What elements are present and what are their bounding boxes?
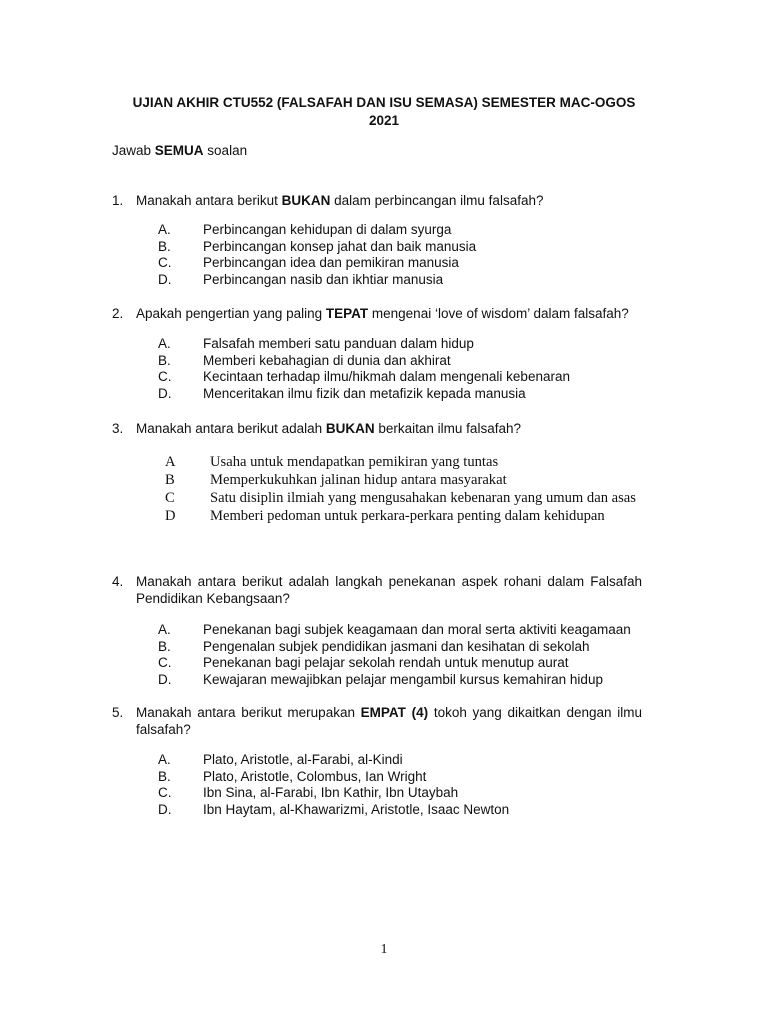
- option-b: [158, 769, 509, 786]
- stem-emphasis: TEPAT: [325, 306, 369, 321]
- question-4-options: [158, 622, 631, 688]
- option-text: Memberi pedoman untuk perkara-perkara penting dalam kehidupan: [210, 508, 605, 524]
- option-c: [165, 489, 636, 507]
- option-label: B.: [158, 768, 171, 784]
- stem-text: berkaitan ilmu falsafah?: [374, 421, 521, 436]
- exam-title-line1: UJIAN AKHIR CTU552 (FALSAFAH DAN ISU SEMASA) SEMESTER MAC-OGOS: [132, 95, 636, 110]
- question-1-options: [158, 222, 476, 288]
- option-b: [158, 239, 476, 256]
- option-label: D.: [158, 671, 172, 687]
- stem-text: Apakah pengertian yang paling: [136, 306, 326, 321]
- option-d: [158, 272, 476, 289]
- question-1: [112, 192, 642, 209]
- option-label: D.: [158, 271, 172, 287]
- option-d: [165, 507, 636, 525]
- option-b: [158, 353, 570, 370]
- option-text: Satu disiplin ilmiah yang mengusahakan kebenaran yang umum dan asas: [210, 490, 636, 506]
- option-label: D.: [158, 385, 172, 401]
- option-b: [158, 639, 631, 656]
- option-d: [158, 802, 509, 819]
- option-label: C: [165, 490, 175, 506]
- question-stem: [136, 420, 642, 437]
- stem-text: Manakah antara berikut adalah langkah penekanan aspek rohani dalam Falsafah Pendidikan Kebangsaan?: [136, 574, 642, 606]
- option-label: B.: [158, 238, 171, 254]
- question-stem: [136, 704, 642, 738]
- option-label: A.: [158, 622, 171, 637]
- stem-emphasis: EMPAT (4): [360, 705, 429, 720]
- exam-title: [112, 94, 656, 130]
- question-5: [112, 704, 642, 738]
- page-number: 1: [380, 942, 388, 957]
- option-text: Perbincangan idea dan pemikiran manusia: [203, 255, 459, 270]
- option-a: [158, 622, 631, 639]
- option-a: [158, 222, 476, 239]
- option-label: C.: [158, 255, 172, 270]
- option-label: D.: [158, 801, 172, 817]
- stem-emphasis: BUKAN: [325, 421, 375, 436]
- option-c: [158, 655, 631, 672]
- option-label: A.: [158, 336, 171, 351]
- question-number: 5.: [112, 705, 124, 720]
- option-c: [158, 785, 509, 802]
- option-text: Menceritakan ilmu fizik dan metafizik kepada manusia: [203, 385, 526, 401]
- option-label: D: [165, 508, 176, 524]
- option-a: [158, 336, 570, 353]
- option-text: Perbincangan nasib dan ikhtiar manusia: [203, 271, 444, 287]
- option-c: [158, 255, 476, 272]
- instruction-emphasis: SEMUA: [154, 143, 204, 158]
- stem-text: Manakah antara berikut merupakan: [136, 705, 361, 720]
- option-text: Plato, Aristotle, al-Farabi, al-Kindi: [203, 752, 403, 767]
- question-2-options: [158, 336, 570, 402]
- question-number: 2.: [112, 306, 124, 321]
- stem-text: Manakah antara berikut adalah: [136, 421, 326, 436]
- question-3-options: [165, 453, 636, 525]
- option-a: [158, 752, 509, 769]
- question-number: 4.: [112, 574, 124, 589]
- stem-text: mengenai ‘love of wisdom’ dalam falsafah?: [368, 306, 629, 321]
- option-label: B.: [158, 352, 171, 368]
- option-a: [165, 453, 636, 471]
- stem-emphasis: BUKAN: [281, 193, 331, 208]
- option-text: Ibn Haytam, al-Khawarizmi, Aristotle, Isaac Newton: [203, 801, 510, 817]
- option-text: Penekanan bagi subjek keagamaan dan moral serta aktiviti keagamaan: [203, 622, 631, 637]
- option-label: A: [165, 454, 176, 470]
- option-text: Memberi kebahagian di dunia dan akhirat: [203, 352, 451, 368]
- option-text: Plato, Aristotle, Colombus, Ian Wright: [203, 768, 427, 784]
- instruction-prefix: Jawab: [112, 143, 155, 158]
- option-c: [158, 369, 570, 386]
- question-number: 1.: [112, 193, 124, 208]
- option-b: [165, 471, 636, 489]
- option-label: B.: [158, 638, 171, 654]
- option-d: [158, 386, 570, 403]
- option-label: C.: [158, 655, 172, 670]
- option-text: Falsafah memberi satu panduan dalam hidup: [203, 336, 474, 351]
- option-text: Perbincangan kehidupan di dalam syurga: [203, 222, 452, 237]
- exam-title-line2: 2021: [368, 113, 400, 128]
- instruction-suffix: soalan: [203, 143, 248, 158]
- option-label: A.: [158, 222, 171, 237]
- option-label: C.: [158, 369, 172, 384]
- question-4: [112, 573, 642, 607]
- option-text: Perbincangan konsep jahat dan baik manusia: [203, 238, 477, 254]
- option-text: Penekanan bagi pelajar sekolah rendah untuk menutup aurat: [203, 655, 569, 670]
- option-text: Memperkukuhkan jalinan hidup antara masyarakat: [210, 472, 507, 488]
- option-text: Ibn Sina, al-Farabi, Ibn Kathir, Ibn Utaybah: [203, 785, 459, 800]
- question-number: 3.: [112, 421, 124, 436]
- stem-text: Manakah antara berikut: [136, 193, 282, 208]
- option-label: B: [165, 472, 175, 488]
- option-text: Pengenalan subjek pendidikan jasmani dan kesihatan di sekolah: [203, 638, 590, 654]
- question-stem: [136, 192, 642, 209]
- option-d: [158, 672, 631, 689]
- question-stem: [136, 573, 642, 607]
- stem-text: dalam perbincangan ilmu falsafah?: [330, 193, 544, 208]
- option-text: Kewajaran mewajibkan pelajar mengambil kursus kemahiran hidup: [203, 671, 603, 687]
- question-stem: [136, 305, 642, 322]
- question-3: [112, 420, 642, 437]
- option-text: Kecintaan terhadap ilmu/hikmah dalam mengenali kebenaran: [203, 369, 570, 384]
- question-2: [112, 305, 642, 322]
- option-text: Usaha untuk mendapatkan pemikiran yang tuntas: [210, 454, 499, 470]
- option-label: C.: [158, 785, 172, 800]
- question-5-options: [158, 752, 509, 818]
- instruction: [112, 142, 247, 160]
- stem-text: tokoh yang dikaitkan dengan ilmu falsafah?: [136, 705, 642, 737]
- option-label: A.: [158, 752, 171, 767]
